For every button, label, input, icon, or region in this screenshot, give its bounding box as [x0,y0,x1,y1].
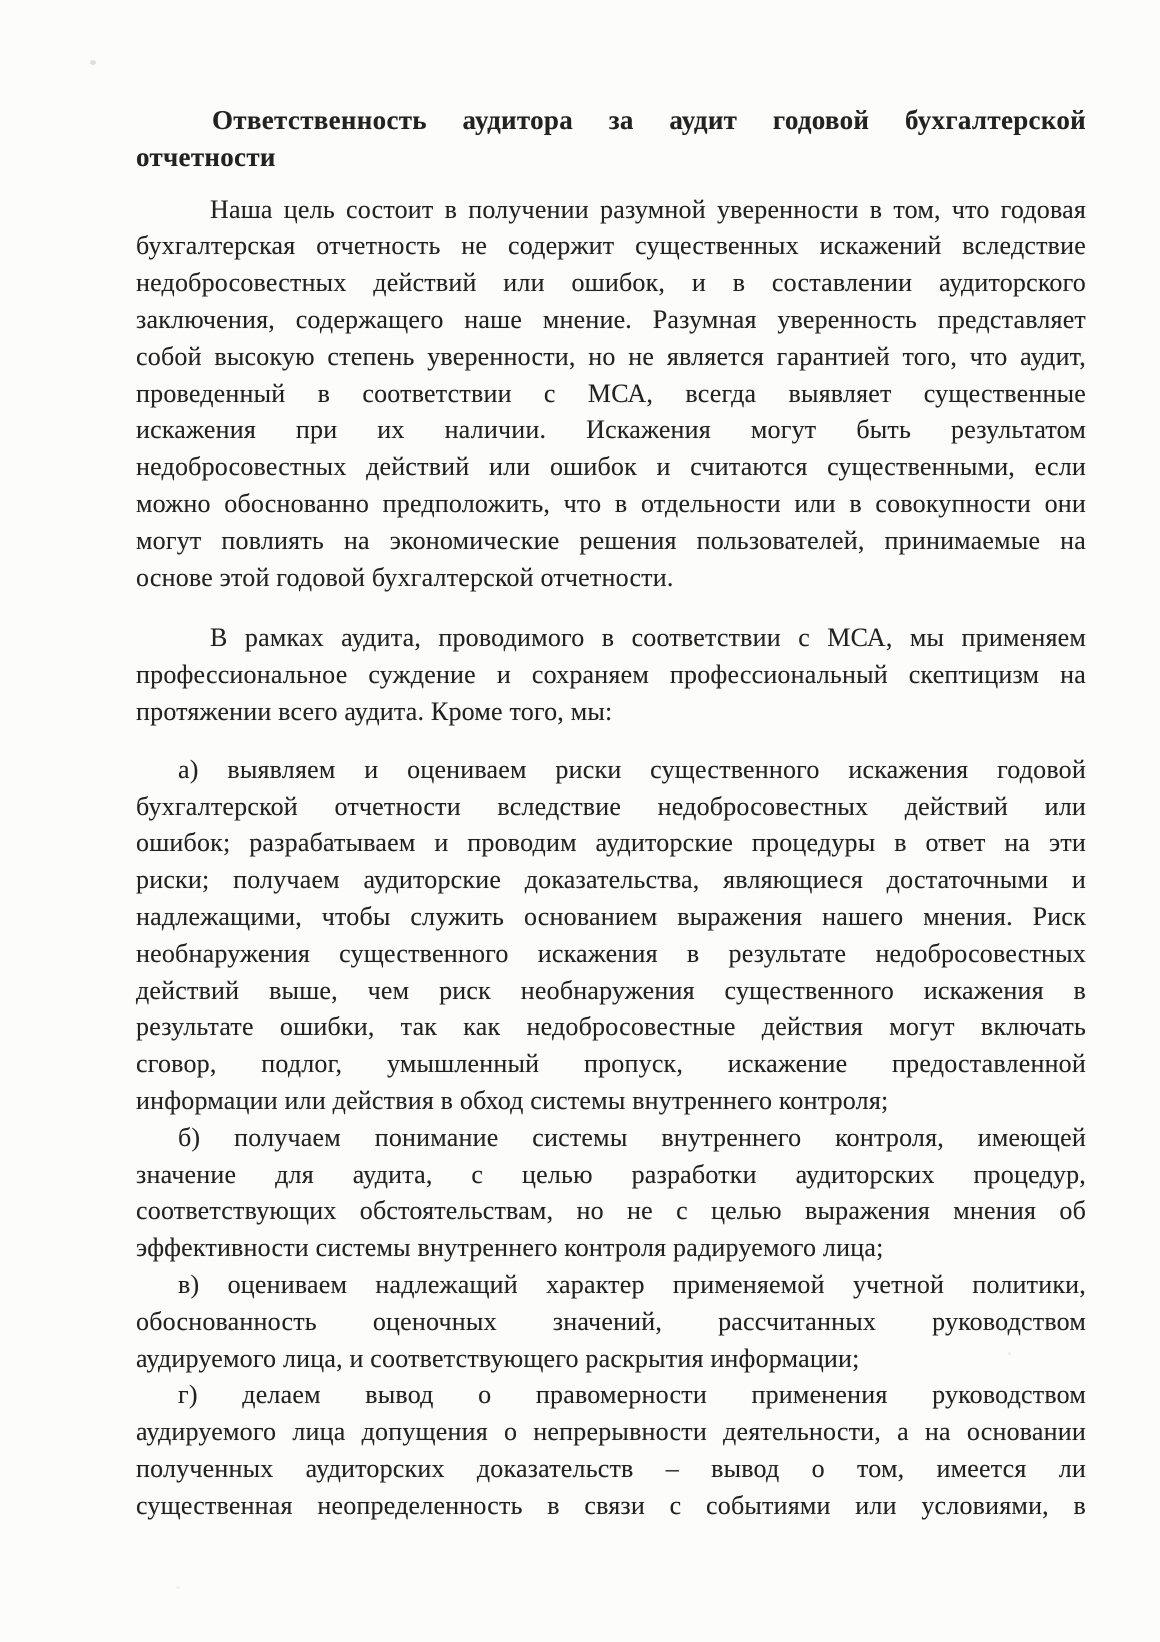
text-line: в) оцениваем надлежащий характер применяемой учетной политики, [178,1269,1086,1299]
text-line: бухгалтерской отчетности вследствие недобросовестных действий или [136,791,1086,821]
paragraph-framework [136,620,1086,730]
text-line: В рамках аудита, проводимого в соответствии с МСА, мы применяем [210,623,1086,653]
text-line: бухгалтерская отчетность не содержит существенных искажений вследствие [136,231,1086,261]
text-line: протяжении всего аудита. Кроме того, мы: [136,696,613,726]
paragraph-item-v [136,1267,1086,1377]
scan-speck [90,60,96,65]
text-line: недобросовестных действий или ошибок и считаются существенными, если [136,452,1086,482]
text-line: аудируемого лица, и соответствующего раскрытия информации; [136,1343,860,1373]
text-line: обоснованность оценочных значений, рассчитанных руководством [136,1306,1086,1336]
document-paragraphs [136,192,1086,1525]
text-line: надлежащими, чтобы служить основанием выражения нашего мнения. Риск [136,901,1086,931]
text-line: результате ошибки, так как недобросовестные действия могут включать [136,1012,1086,1042]
text-line: существенная неопределенность в связи с событиями или условиями, в [136,1490,1086,1520]
text-line: действий выше, чем риск необнаружения существенного искажения в [136,975,1086,1005]
scan-speck [372,1512,375,1515]
text-line: риски; получаем аудиторские доказательства, являющиеся достаточными и [136,865,1086,895]
text-line: можно обоснованно предположить, что в отдельности или в совокупности они [136,488,1086,518]
text-line: информации или действия в обход системы внутреннего контроля; [136,1085,889,1115]
text-line: проведенный в соответствии с МСА, всегда выявляет существенные [136,378,1086,408]
scan-speck [176,1586,180,1589]
text-line: основе этой годовой бухгалтерской отчетности. [136,562,674,592]
text-line: значение для аудита, с целью разработки аудиторских процедур, [136,1159,1086,1189]
scan-speck [814,1516,818,1520]
text-line: недобросовестных действий или ошибок, и в составлении аудиторского [136,268,1086,298]
text-line: а) выявляем и оцениваем риски существенного искажения годовой [178,754,1086,784]
document-title [136,102,1086,176]
text-line: б) получаем понимание системы внутреннего контроля, имеющей [178,1122,1086,1152]
paragraph-item-b [136,1120,1086,1267]
paragraph-objective [136,192,1086,597]
paragraph-item-g [136,1377,1086,1524]
text-line: Наша цель состоит в получении разумной уверенности в том, что годовая [210,194,1086,224]
text-line: собой высокую степень уверенности, но не является гарантией того, что аудит, [136,341,1086,371]
title-line: отчетности [136,141,276,172]
document-body [136,102,1086,1524]
title-line: Ответственность аудитора за аудит годовой бухгалтерской [212,105,1086,135]
text-line: необнаружения существенного искажения в результате недобросовестных [136,938,1086,968]
text-line: ошибок; разрабатываем и проводим аудиторские процедуры в ответ на эти [136,828,1086,858]
text-line: полученных аудиторских доказательств – вывод о том, имеется ли [136,1453,1086,1483]
paragraph-item-a [136,752,1086,1120]
scan-speck [1008,1352,1011,1355]
text-line: искажения при их наличии. Искажения могут быть результатом [136,415,1086,445]
text-line: аудируемого лица допущения о непрерывности деятельности, а на основании [136,1417,1086,1447]
text-line: могут повлиять на экономические решения пользователей, принимаемые на [136,525,1086,555]
text-line: профессиональное суждение и сохраняем профессиональный скептицизм на [136,660,1086,690]
text-line: эффективности системы внутреннего контроля радируемого лица; [136,1233,884,1263]
text-line: соответствующих обстоятельствам, но не с целью выражения мнения об [136,1196,1086,1226]
text-line: заключения, содержащего наше мнение. Разумная уверенность представляет [136,304,1086,334]
text-line: г) делаем вывод о правомерности применения руководством [178,1380,1086,1410]
text-line: сговор, подлог, умышленный пропуск, искажение предоставленной [136,1049,1086,1079]
